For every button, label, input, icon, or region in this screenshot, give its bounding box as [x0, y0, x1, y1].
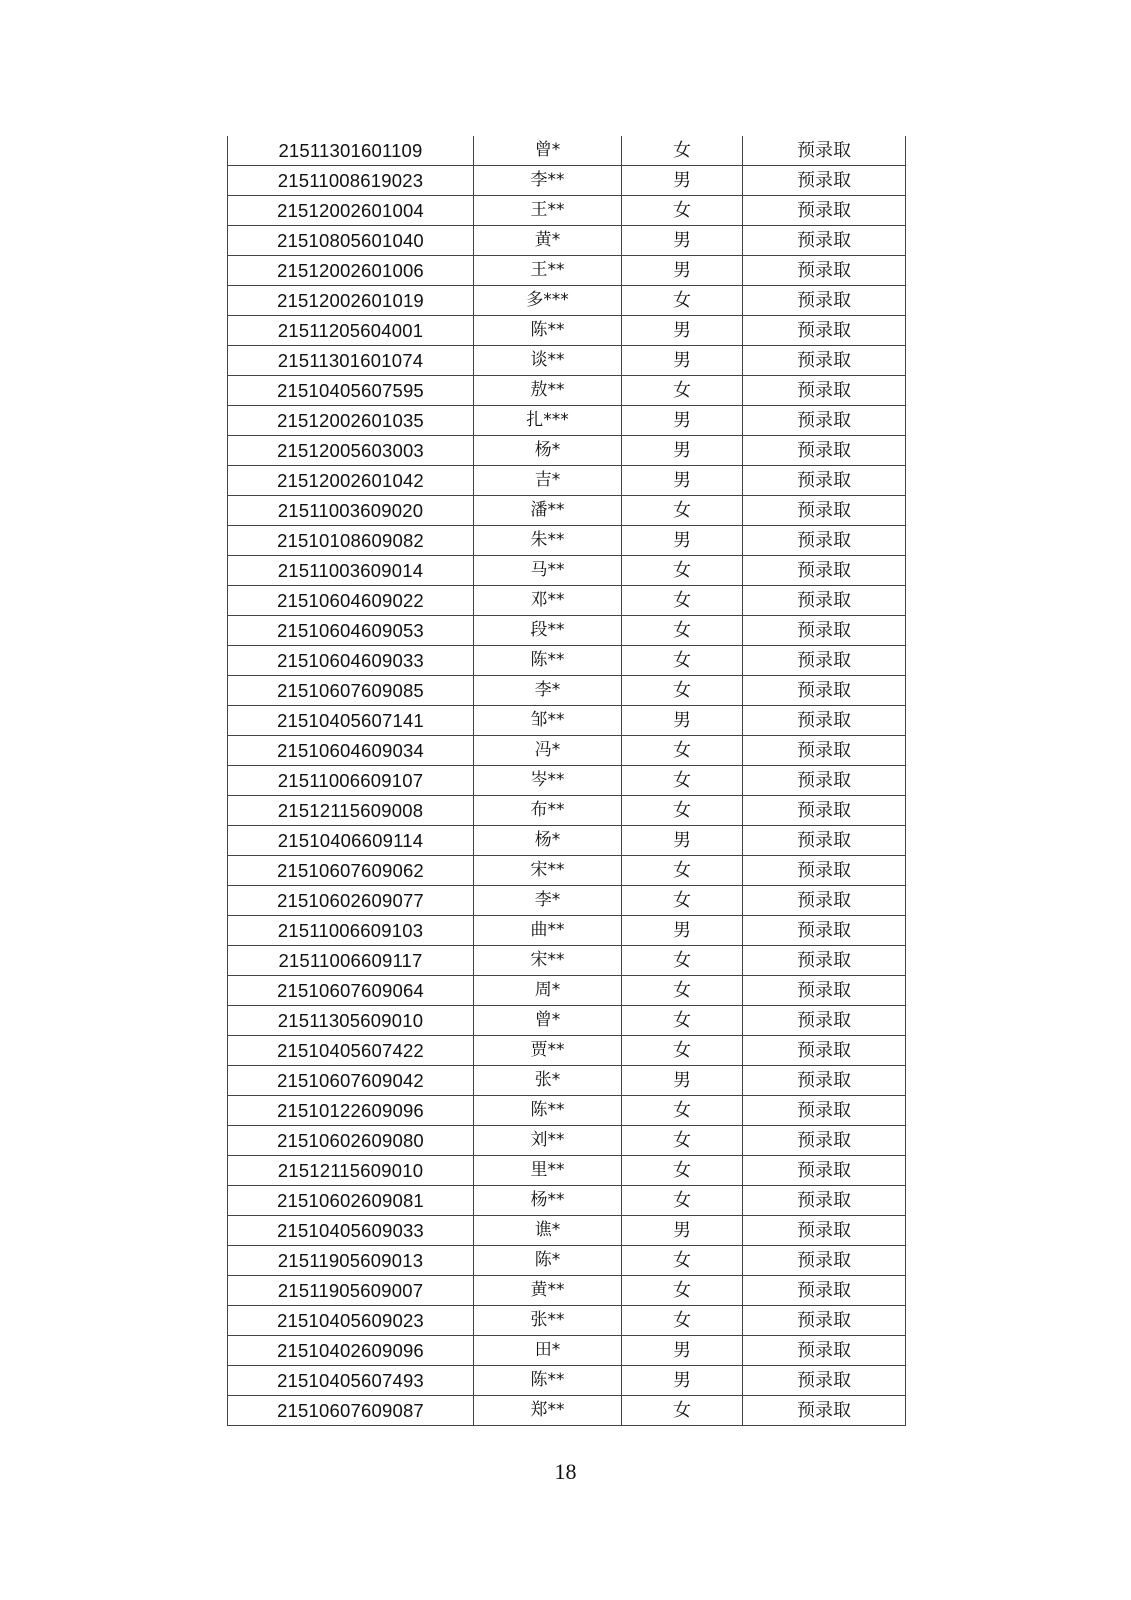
candidate-id-cell: 21511905609013: [228, 1246, 474, 1276]
table-row: [228, 766, 906, 796]
candidate-name-cell: 陈**: [474, 1366, 622, 1396]
candidate-id-cell: 21510805601040: [228, 226, 474, 256]
candidate-id-cell: 21510405609033: [228, 1216, 474, 1246]
candidate-id-cell: 21510602609077: [228, 886, 474, 916]
gender-cell: 女: [622, 196, 743, 226]
status-cell: 预录取: [743, 1336, 906, 1366]
gender-cell: 女: [622, 1156, 743, 1186]
gender-cell: 男: [622, 1336, 743, 1366]
candidate-name-cell: 王**: [474, 196, 622, 226]
status-cell: 预录取: [743, 436, 906, 466]
status-cell: 预录取: [743, 466, 906, 496]
table-row: [228, 466, 906, 496]
candidate-name-cell: 黄*: [474, 226, 622, 256]
candidate-name-cell: 张*: [474, 1066, 622, 1096]
table-row: [228, 616, 906, 646]
candidate-name-cell: 敖**: [474, 376, 622, 406]
gender-cell: 女: [622, 886, 743, 916]
status-cell: 预录取: [743, 196, 906, 226]
gender-cell: 女: [622, 556, 743, 586]
gender-cell: 女: [622, 286, 743, 316]
gender-cell: 女: [622, 796, 743, 826]
candidate-name-cell: 曲**: [474, 916, 622, 946]
candidate-id-cell: 21511006609103: [228, 916, 474, 946]
candidate-id-cell: 21512115609010: [228, 1156, 474, 1186]
candidate-name-cell: 贾**: [474, 1036, 622, 1066]
candidate-name-cell: 陈**: [474, 316, 622, 346]
gender-cell: 男: [622, 1366, 743, 1396]
status-cell: 预录取: [743, 586, 906, 616]
candidate-id-cell: 21510405607141: [228, 706, 474, 736]
candidate-name-cell: 曾*: [474, 1006, 622, 1036]
candidate-id-cell: 21512115609008: [228, 796, 474, 826]
table-row: [228, 586, 906, 616]
page-number: 18: [554, 1459, 577, 1484]
table-row: [228, 646, 906, 676]
status-cell: 预录取: [743, 796, 906, 826]
table-row: [228, 316, 906, 346]
table-row: [228, 256, 906, 286]
candidate-id-cell: 21511301601109: [228, 136, 474, 166]
status-cell: 预录取: [743, 616, 906, 646]
candidate-id-cell: 21512005603003: [228, 436, 474, 466]
gender-cell: 男: [622, 916, 743, 946]
table-row: [228, 226, 906, 256]
table-row: [228, 286, 906, 316]
status-cell: 预录取: [743, 1006, 906, 1036]
table-row: [228, 1156, 906, 1186]
status-cell: 预录取: [743, 376, 906, 406]
gender-cell: 女: [622, 676, 743, 706]
candidate-id-cell: 21511301601074: [228, 346, 474, 376]
candidate-id-cell: 21510604609022: [228, 586, 474, 616]
status-cell: 预录取: [743, 1366, 906, 1396]
admission-table: [227, 136, 906, 1426]
gender-cell: 男: [622, 346, 743, 376]
candidate-name-cell: 周*: [474, 976, 622, 1006]
candidate-name-cell: 潘**: [474, 496, 622, 526]
candidate-name-cell: 李*: [474, 676, 622, 706]
table-row: [228, 1396, 906, 1426]
candidate-id-cell: 21512002601042: [228, 466, 474, 496]
table-row: [228, 1066, 906, 1096]
status-cell: 预录取: [743, 1066, 906, 1096]
gender-cell: 男: [622, 166, 743, 196]
table-row: [228, 796, 906, 826]
status-cell: 预录取: [743, 1276, 906, 1306]
table-row: [228, 136, 906, 166]
candidate-id-cell: 21510604609034: [228, 736, 474, 766]
gender-cell: 女: [622, 1036, 743, 1066]
table-row: [228, 166, 906, 196]
gender-cell: 男: [622, 1216, 743, 1246]
candidate-name-cell: 扎***: [474, 406, 622, 436]
candidate-id-cell: 21510405607422: [228, 1036, 474, 1066]
status-cell: 预录取: [743, 1096, 906, 1126]
candidate-name-cell: 岑**: [474, 766, 622, 796]
candidate-id-cell: 21510604609053: [228, 616, 474, 646]
candidate-name-cell: 宋**: [474, 856, 622, 886]
candidate-id-cell: 21510406609114: [228, 826, 474, 856]
candidate-name-cell: 曾*: [474, 136, 622, 166]
status-cell: 预录取: [743, 166, 906, 196]
gender-cell: 女: [622, 976, 743, 1006]
table-row: [228, 1276, 906, 1306]
table-row: [228, 406, 906, 436]
candidate-name-cell: 宋**: [474, 946, 622, 976]
table-row: [228, 826, 906, 856]
status-cell: 预录取: [743, 1396, 906, 1426]
status-cell: 预录取: [743, 1186, 906, 1216]
candidate-id-cell: 21510604609033: [228, 646, 474, 676]
table-row: [228, 856, 906, 886]
candidate-name-cell: 李**: [474, 166, 622, 196]
status-cell: 预录取: [743, 1126, 906, 1156]
candidate-id-cell: 21510607609062: [228, 856, 474, 886]
candidate-id-cell: 21512002601019: [228, 286, 474, 316]
candidate-id-cell: 21510402609096: [228, 1336, 474, 1366]
table-row: [228, 496, 906, 526]
candidate-name-cell: 陈*: [474, 1246, 622, 1276]
gender-cell: 女: [622, 1126, 743, 1156]
candidate-id-cell: 21511205604001: [228, 316, 474, 346]
table-row: [228, 1096, 906, 1126]
candidate-id-cell: 21511006609117: [228, 946, 474, 976]
status-cell: 预录取: [743, 556, 906, 586]
status-cell: 预录取: [743, 346, 906, 376]
table-row: [228, 376, 906, 406]
gender-cell: 女: [622, 1006, 743, 1036]
table-row: [228, 886, 906, 916]
gender-cell: 男: [622, 256, 743, 286]
table-row: [228, 1216, 906, 1246]
candidate-name-cell: 冯*: [474, 736, 622, 766]
table-row: [228, 946, 906, 976]
table-row: [228, 1006, 906, 1036]
status-cell: 预录取: [743, 1036, 906, 1066]
candidate-id-cell: 21512002601006: [228, 256, 474, 286]
gender-cell: 女: [622, 736, 743, 766]
gender-cell: 男: [622, 526, 743, 556]
candidate-id-cell: 21510607609085: [228, 676, 474, 706]
gender-cell: 男: [622, 1066, 743, 1096]
candidate-id-cell: 21510602609081: [228, 1186, 474, 1216]
table-row: [228, 1036, 906, 1066]
gender-cell: 女: [622, 1096, 743, 1126]
candidate-name-cell: 黄**: [474, 1276, 622, 1306]
table-row: [228, 976, 906, 1006]
candidate-id-cell: 21511003609014: [228, 556, 474, 586]
table-row: [228, 1126, 906, 1156]
table-row: [228, 1336, 906, 1366]
status-cell: 预录取: [743, 526, 906, 556]
candidate-name-cell: 马**: [474, 556, 622, 586]
table-row: [228, 1186, 906, 1216]
status-cell: 预录取: [743, 286, 906, 316]
status-cell: 预录取: [743, 646, 906, 676]
candidate-name-cell: 布**: [474, 796, 622, 826]
candidate-id-cell: 21510405607493: [228, 1366, 474, 1396]
status-cell: 预录取: [743, 1216, 906, 1246]
candidate-name-cell: 段**: [474, 616, 622, 646]
table-row: [228, 346, 906, 376]
status-cell: 预录取: [743, 886, 906, 916]
candidate-id-cell: 21510607609087: [228, 1396, 474, 1426]
gender-cell: 女: [622, 766, 743, 796]
candidate-name-cell: 陈**: [474, 646, 622, 676]
table-row: [228, 196, 906, 226]
candidate-id-cell: 21510108609082: [228, 526, 474, 556]
table-row: [228, 916, 906, 946]
table-row: [228, 436, 906, 466]
status-cell: 预录取: [743, 676, 906, 706]
candidate-id-cell: 21510122609096: [228, 1096, 474, 1126]
gender-cell: 女: [622, 1246, 743, 1276]
status-cell: 预录取: [743, 406, 906, 436]
candidate-id-cell: 21510405607595: [228, 376, 474, 406]
gender-cell: 女: [622, 136, 743, 166]
table-row: [228, 676, 906, 706]
status-cell: 预录取: [743, 226, 906, 256]
gender-cell: 女: [622, 496, 743, 526]
candidate-id-cell: 21511008619023: [228, 166, 474, 196]
status-cell: 预录取: [743, 1306, 906, 1336]
candidate-name-cell: 邹**: [474, 706, 622, 736]
status-cell: 预录取: [743, 946, 906, 976]
candidate-id-cell: 21512002601035: [228, 406, 474, 436]
candidate-name-cell: 吉*: [474, 466, 622, 496]
status-cell: 预录取: [743, 1246, 906, 1276]
candidate-name-cell: 杨*: [474, 826, 622, 856]
gender-cell: 女: [622, 586, 743, 616]
candidate-name-cell: 陈**: [474, 1096, 622, 1126]
gender-cell: 女: [622, 646, 743, 676]
candidate-id-cell: 21511305609010: [228, 1006, 474, 1036]
candidate-name-cell: 杨**: [474, 1186, 622, 1216]
candidate-name-cell: 张**: [474, 1306, 622, 1336]
status-cell: 预录取: [743, 826, 906, 856]
candidate-name-cell: 里**: [474, 1156, 622, 1186]
candidate-name-cell: 朱**: [474, 526, 622, 556]
table-row: [228, 706, 906, 736]
table-row: [228, 556, 906, 586]
table-row: [228, 736, 906, 766]
table-row: [228, 1366, 906, 1396]
status-cell: 预录取: [743, 856, 906, 886]
gender-cell: 男: [622, 466, 743, 496]
candidate-id-cell: 21511006609107: [228, 766, 474, 796]
candidate-id-cell: 21510602609080: [228, 1126, 474, 1156]
gender-cell: 男: [622, 436, 743, 466]
candidate-id-cell: 21511905609007: [228, 1276, 474, 1306]
gender-cell: 女: [622, 946, 743, 976]
gender-cell: 女: [622, 1396, 743, 1426]
candidate-name-cell: 谯*: [474, 1216, 622, 1246]
candidate-id-cell: 21510405609023: [228, 1306, 474, 1336]
gender-cell: 女: [622, 616, 743, 646]
table-row: [228, 1306, 906, 1336]
status-cell: 预录取: [743, 256, 906, 286]
candidate-id-cell: 21512002601004: [228, 196, 474, 226]
gender-cell: 男: [622, 316, 743, 346]
gender-cell: 男: [622, 706, 743, 736]
status-cell: 预录取: [743, 736, 906, 766]
candidate-name-cell: 刘**: [474, 1126, 622, 1156]
candidate-name-cell: 杨*: [474, 436, 622, 466]
candidate-id-cell: 21510607609064: [228, 976, 474, 1006]
table-row: [228, 1246, 906, 1276]
status-cell: 预录取: [743, 706, 906, 736]
status-cell: 预录取: [743, 136, 906, 166]
status-cell: 预录取: [743, 496, 906, 526]
table-row: [228, 526, 906, 556]
status-cell: 预录取: [743, 766, 906, 796]
candidate-id-cell: 21511003609020: [228, 496, 474, 526]
candidate-name-cell: 李*: [474, 886, 622, 916]
admission-table-body: [228, 136, 906, 1426]
status-cell: 预录取: [743, 1156, 906, 1186]
gender-cell: 女: [622, 1276, 743, 1306]
candidate-name-cell: 邓**: [474, 586, 622, 616]
candidate-id-cell: 21510607609042: [228, 1066, 474, 1096]
status-cell: 预录取: [743, 916, 906, 946]
gender-cell: 女: [622, 1186, 743, 1216]
status-cell: 预录取: [743, 316, 906, 346]
candidate-name-cell: 田*: [474, 1336, 622, 1366]
candidate-name-cell: 王**: [474, 256, 622, 286]
gender-cell: 男: [622, 226, 743, 256]
gender-cell: 女: [622, 1306, 743, 1336]
gender-cell: 男: [622, 826, 743, 856]
gender-cell: 男: [622, 406, 743, 436]
gender-cell: 女: [622, 376, 743, 406]
candidate-name-cell: 谈**: [474, 346, 622, 376]
candidate-name-cell: 郑**: [474, 1396, 622, 1426]
candidate-name-cell: 多***: [474, 286, 622, 316]
status-cell: 预录取: [743, 976, 906, 1006]
gender-cell: 女: [622, 856, 743, 886]
